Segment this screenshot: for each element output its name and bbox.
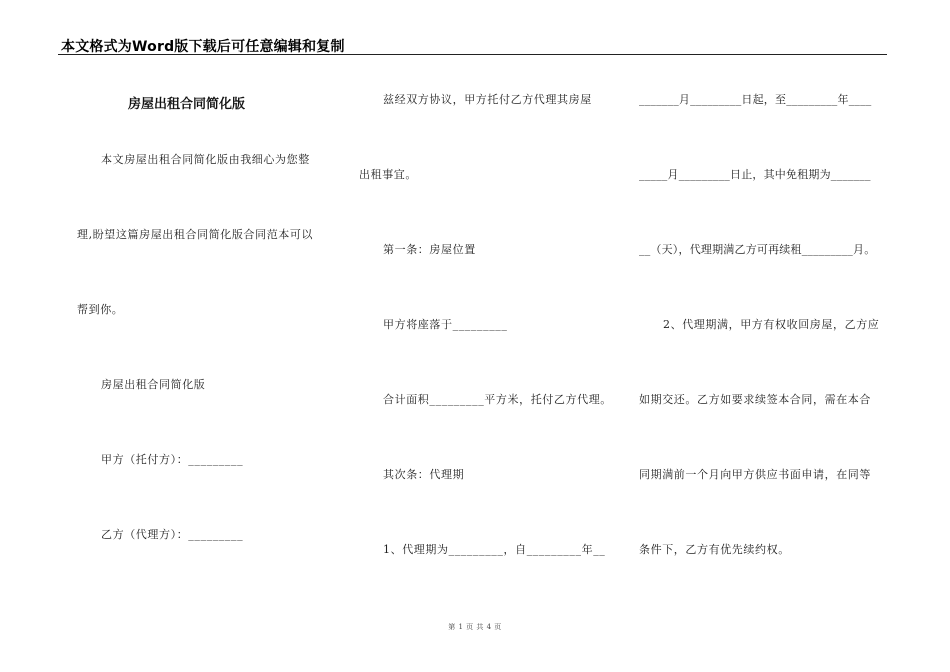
col3-line-2: _____月_________日止，其中免租期为_______ <box>639 168 871 181</box>
col2-line-5: 合计面积_________平方米，托付乙方代理。 <box>383 393 612 406</box>
col3-line-1: _______月_________日起，至_________年____ <box>639 93 872 106</box>
col1-line-2: 理,盼望这篇房屋出租合同简化版合同范本可以 <box>77 228 314 241</box>
page-number: 第 1 页 共 4 页 <box>448 623 502 631</box>
col2-line-6: 其次条：代理期 <box>383 468 465 481</box>
col2-line-2: 出租事宜。 <box>359 168 417 181</box>
col3-line-4: 2、代理期满，甲方有权收回房屋，乙方应 <box>663 318 880 331</box>
col1-line-4: 房屋出租合同简化版 <box>101 378 206 391</box>
col2-line-7: 1、代理期为_________，自_________年__ <box>383 543 606 556</box>
col3-line-3: __（天），代理期满乙方可再续租_________月。 <box>639 243 876 256</box>
col1-line-5: 甲方（托付方）：_________ <box>101 453 244 466</box>
col1-line-1: 本文房屋出租合同简化版由我细心为您整 <box>101 153 310 166</box>
header-divider <box>58 54 887 55</box>
document-title: 房屋出租合同简化版 <box>128 97 246 112</box>
header-title: 本文格式为Word版下载后可任意编辑和复制 <box>61 39 345 55</box>
col3-line-7: 条件下，乙方有优先续约权。 <box>639 543 790 556</box>
col1-line-3: 帮到你。 <box>77 303 124 316</box>
col3-line-5: 如期交还。乙方如要求续签本合同，需在本合 <box>639 393 871 406</box>
col3-line-6: 同期满前一个月向甲方供应书面申请，在同等 <box>639 468 871 481</box>
col1-line-6: 乙方（代理方）：_________ <box>101 528 244 541</box>
col2-line-4: 甲方将座落于_________ <box>383 318 508 331</box>
col2-line-3: 第一条：房屋位置 <box>383 243 476 256</box>
col2-line-1: 兹经双方协议，甲方托付乙方代理其房屋 <box>383 93 592 106</box>
